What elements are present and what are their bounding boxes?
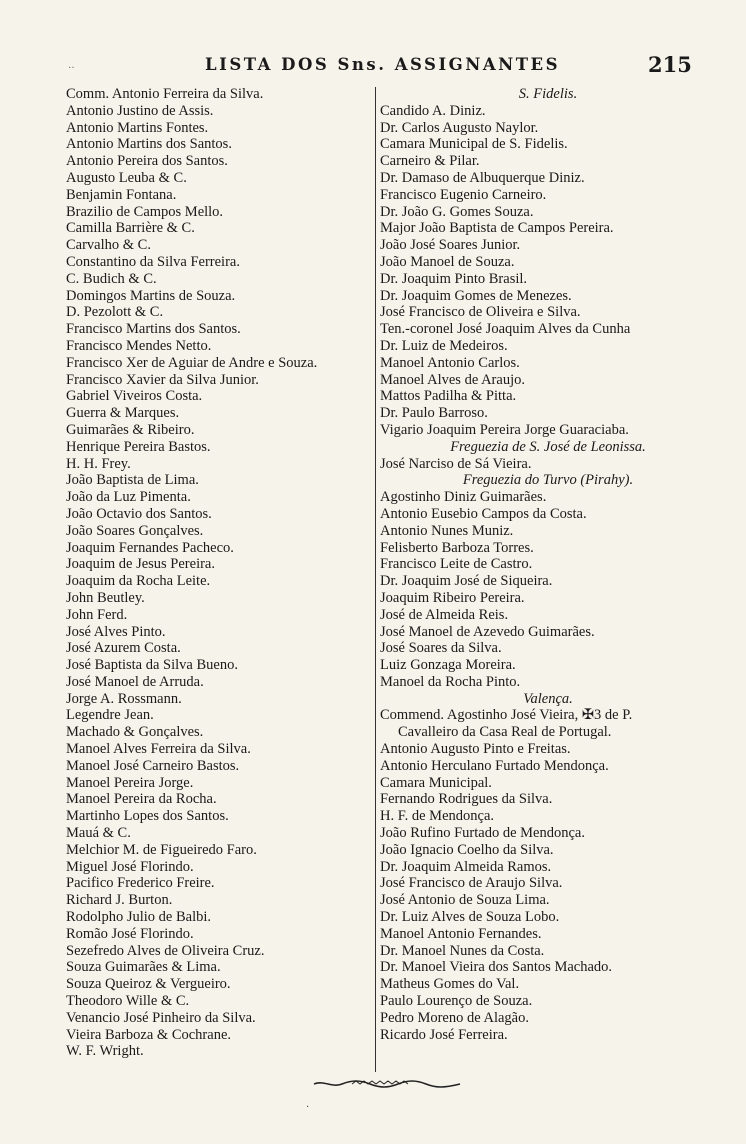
subscriber-entry: Mattos Padilha & Pitta. [380, 388, 517, 405]
subscriber-entry: José Soares da Silva. [380, 640, 502, 657]
section-heading: Valença. [523, 690, 573, 707]
subscriber-entry: Miguel José Florindo. [66, 858, 194, 875]
subscriber-entry: Rodolpho Julio de Balbi. [66, 909, 211, 926]
page-number: 215 [648, 52, 692, 77]
subscriber-entry: Dr. Joaquim Almeida Ramos. [380, 858, 552, 875]
subscriber-entry: Mauá & C. [66, 825, 131, 842]
subscriber-entry: Felisberto Barboza Torres. [380, 539, 534, 556]
subscriber-entry: Dr. Damaso de Albuquerque Diniz. [380, 169, 585, 186]
subscriber-entry: Pedro Moreno de Alagão. [380, 1009, 529, 1026]
subscriber-entry: Carneiro & Pilar. [380, 153, 480, 170]
subscriber-entry: Antonio Pereira dos Santos. [66, 153, 228, 170]
subscriber-entry: John Ferd. [66, 606, 128, 623]
subscriber-entry: Richard J. Burton. [66, 892, 173, 909]
subscriber-entry: Dr. Manoel Nunes da Costa. [380, 942, 545, 959]
subscriber-entry-continuation: Cavalleiro da Casa Real de Portugal. [398, 724, 612, 741]
subscriber-entry: W. F. Wright. [66, 1043, 144, 1060]
subscriber-entry: João Manoel de Souza. [380, 253, 515, 270]
subscriber-entry: Francisco Xavier da Silva Junior. [66, 371, 259, 388]
subscriber-entry: Dr. Manoel Vieira dos Santos Machado. [380, 959, 613, 976]
subscriber-entry: Dr. Joaquim Gomes de Menezes. [380, 287, 572, 304]
subscriber-entry: Dr. Paulo Barroso. [380, 405, 488, 422]
subscriber-entry: Machado & Gonçalves. [66, 724, 204, 741]
subscriber-entry: Antonio Herculano Furtado Mendonça. [380, 757, 609, 774]
subscriber-entry: Benjamin Fontana. [66, 186, 177, 203]
subscriber-entry: José Azurem Costa. [66, 640, 181, 657]
page-title: LISTA DOS Sns. ASSIGNANTES [205, 55, 561, 74]
subscriber-entry: Henrique Pereira Bastos. [66, 438, 211, 455]
subscriber-entry: Antonio Augusto Pinto e Freitas. [380, 741, 571, 758]
subscriber-entry: Joaquim de Jesus Pereira. [66, 556, 215, 573]
subscriber-entry: Matheus Gomes do Val. [380, 976, 520, 993]
subscriber-entry: Antonio Martins dos Santos. [66, 136, 232, 153]
subscriber-entry: João José Soares Junior. [380, 237, 521, 254]
subscriber-entry: Manoel Alves de Araujo. [380, 371, 525, 388]
subscriber-entry: Constantino da Silva Ferreira. [66, 253, 240, 270]
subscriber-entry: Comm. Antonio Ferreira da Silva. [66, 86, 264, 102]
subscriber-entry: Vieira Barboza & Cochrane. [66, 1026, 232, 1043]
subscriber-entry: Augusto Leuba & C. [66, 169, 187, 186]
subscriber-entry: Fernando Rodrigues da Silva. [380, 791, 553, 808]
subscriber-entry: Francisco Eugenio Carneiro. [380, 186, 547, 203]
subscriber-entry: Manoel Pereira da Rocha. [66, 791, 217, 808]
subscriber-entry: Francisco Martins dos Santos. [66, 321, 241, 338]
subscriber-entry: João Baptista de Lima. [66, 472, 199, 489]
subscriber-entry: Vigario Joaquim Pereira Jorge Guaraciaba. [380, 421, 629, 438]
subscriber-entry: João Soares Gonçalves. [66, 522, 204, 539]
subscriber-entry: Gabriel Viveiros Costa. [66, 388, 203, 405]
subscriber-entry: José Narciso de Sá Vieira. [380, 455, 532, 472]
subscriber-entry: Ten.-coronel José Joaquim Alves da Cunha [380, 321, 631, 338]
subscriber-entry: João Ignacio Coelho da Silva. [380, 841, 554, 858]
subscriber-entry: Manoel Antonio Fernandes. [380, 925, 542, 942]
right-column [380, 86, 716, 1043]
subscriber-entry: Manoel Antonio Carlos. [380, 354, 520, 371]
subscriber-entry: José Francisco de Oliveira e Silva. [380, 304, 581, 321]
tail-piece-ornament-icon [312, 1077, 462, 1091]
subscriber-entry: H. F. de Mendonça. [380, 808, 495, 825]
subscriber-entry: Dr. João G. Gomes Souza. [380, 203, 534, 220]
subscriber-entry: Paulo Lourenço de Souza. [380, 993, 533, 1010]
subscriber-entry: Camilla Barrière & C. [66, 220, 195, 237]
column-divider [375, 87, 376, 1072]
subscriber-entry: Major João Baptista de Campos Pereira. [380, 220, 614, 237]
subscriber-entry: Dr. Carlos Augusto Naylor. [380, 119, 539, 136]
subscriber-entry: Dr. Luiz de Medeiros. [380, 337, 508, 354]
subscriber-entry: Souza Guimarães & Lima. [66, 959, 221, 976]
subscriber-entry: Ricardo José Ferreira. [380, 1026, 508, 1043]
section-heading: S. Fidelis. [518, 86, 578, 102]
subscriber-entry: Guimarães & Ribeiro. [66, 421, 195, 438]
subscriber-entry: D. Pezolott & C. [66, 304, 164, 321]
subscriber-entry: Francisco Leite de Castro. [380, 556, 533, 573]
subscriber-entry: José Manoel de Azevedo Guimarães. [380, 623, 595, 640]
subscriber-entry: Jorge A. Rossmann. [66, 690, 182, 707]
subscriber-entry: Manoel José Carneiro Bastos. [66, 757, 240, 774]
subscriber-entry: Manoel da Rocha Pinto. [380, 673, 521, 690]
print-speck: ‥ [68, 60, 75, 71]
subscriber-entry: João Rufino Furtado de Mendonça. [380, 825, 585, 842]
subscriber-entry: Joaquim Ribeiro Pereira. [380, 589, 525, 606]
subscriber-entry: Theodoro Wille & C. [66, 993, 190, 1010]
subscriber-entry: Sezefredo Alves de Oliveira Cruz. [66, 942, 265, 959]
subscriber-entry: Antonio Nunes Muniz. [380, 522, 514, 539]
left-column [66, 86, 371, 1060]
subscriber-entry: Camara Municipal de S. Fidelis. [380, 136, 568, 153]
subscriber-entry: Camara Municipal. [380, 774, 492, 791]
subscriber-entry: José de Almeida Reis. [380, 606, 509, 623]
subscriber-entry: Dr. Joaquim Pinto Brasil. [380, 270, 528, 287]
section-heading: Freguezia de S. José de Leonissa. [450, 438, 646, 455]
subscriber-entry: Brazilio de Campos Mello. [66, 203, 224, 220]
subscriber-entry: José Alves Pinto. [66, 623, 166, 640]
subscriber-entry: Souza Queiroz & Vergueiro. [66, 976, 231, 993]
subscriber-entry: Luiz Gonzaga Moreira. [380, 657, 516, 674]
subscriber-entry: Commend. Agostinho José Vieira, ✠3 de P. [380, 707, 633, 724]
subscriber-entry: Melchior M. de Figueiredo Faro. [66, 841, 257, 858]
subscriber-entry: João Octavio dos Santos. [66, 505, 212, 522]
subscriber-entry: Dr. Joaquim José de Siqueira. [380, 573, 553, 590]
subscriber-entry: José Antonio de Souza Lima. [380, 892, 550, 909]
subscriber-entry: John Beutley. [66, 589, 145, 606]
subscriber-entry: Dr. Luiz Alves de Souza Lobo. [380, 909, 560, 926]
subscriber-entry: Carvalho & C. [66, 237, 151, 254]
subscriber-entry: Agostinho Diniz Guimarães. [380, 489, 547, 506]
subscriber-entry: Antonio Martins Fontes. [66, 119, 209, 136]
subscriber-entry: Manoel Pereira Jorge. [66, 774, 194, 791]
subscriber-entry: João da Luz Pimenta. [66, 489, 191, 506]
subscriber-entry: José Francisco de Araujo Silva. [380, 875, 563, 892]
subscriber-entry: Joaquim Fernandes Pacheco. [66, 539, 234, 556]
subscriber-entry: Joaquim da Rocha Leite. [66, 573, 211, 590]
print-speck: · [306, 1102, 310, 1113]
subscriber-entry: Guerra & Marques. [66, 405, 180, 422]
page-header [0, 52, 746, 81]
subscriber-entry: Venancio José Pinheiro da Silva. [66, 1009, 256, 1026]
subscriber-entry: Antonio Justino de Assis. [66, 102, 214, 119]
section-heading: Freguezia do Turvo (Pirahy). [462, 472, 634, 489]
subscriber-entry: Romão José Florindo. [66, 925, 194, 942]
subscriber-entry: José Baptista da Silva Bueno. [66, 657, 238, 674]
subscriber-entry: José Manoel de Arruda. [66, 673, 204, 690]
subscriber-entry: Francisco Mendes Netto. [66, 337, 212, 354]
subscriber-entry: Francisco Xer de Aguiar de Andre e Souza. [66, 354, 318, 371]
subscriber-entry: Domingos Martins de Souza. [66, 287, 236, 304]
subscriber-entry: Pacifico Frederico Freire. [66, 875, 215, 892]
subscriber-entry: H. H. Frey. [66, 455, 131, 472]
subscriber-entry: Legendre Jean. [66, 707, 154, 724]
subscriber-entry: C. Budich & C. [66, 270, 157, 287]
subscriber-entry: Manoel Alves Ferreira da Silva. [66, 741, 251, 758]
subscriber-entry: Antonio Eusebio Campos da Costa. [380, 505, 587, 522]
subscriber-entry: Martinho Lopes dos Santos. [66, 808, 229, 825]
subscriber-entry: Candido A. Diniz. [380, 102, 486, 119]
